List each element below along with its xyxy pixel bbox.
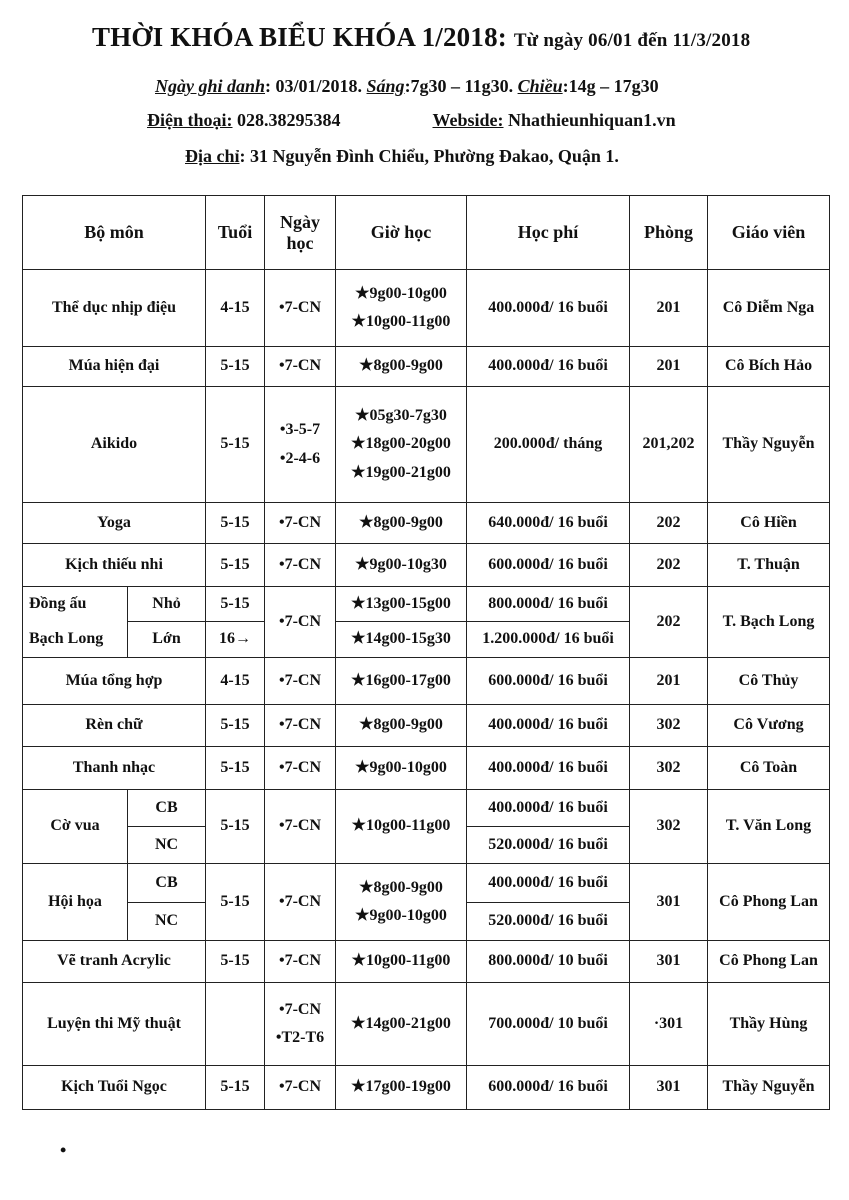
fee-cell: 400.000đ/ 16 buổi <box>467 347 630 387</box>
fee-cell: 520.000đ/ 16 buổi <box>467 827 630 864</box>
time-cell: ★8g00-9g00 ★9g00-10g00 <box>336 864 467 941</box>
age-cell: 5-15 <box>206 941 265 983</box>
subject-cell: Aikido <box>23 387 206 503</box>
subject-cell: Thanh nhạc <box>23 747 206 790</box>
day-cell: •7-CN •T2-T6 <box>265 983 336 1066</box>
fee-cell: 600.000đ/ 16 buổi <box>467 658 630 705</box>
table-row <box>23 941 830 983</box>
age-cell: 5-15 <box>206 587 265 622</box>
day-cell: •7-CN <box>265 941 336 983</box>
fee-cell: 400.000đ/ 16 buổi <box>467 705 630 747</box>
age-cell <box>206 983 265 1066</box>
room-cell: 302 <box>630 790 708 864</box>
teacher-cell: Cô Toàn <box>708 747 830 790</box>
teacher-cell: T. Bạch Long <box>708 587 830 658</box>
age-cell: 5-15 <box>206 864 265 941</box>
room-cell: 301 <box>630 1066 708 1110</box>
teacher-cell: Cô Diễm Nga <box>708 270 830 347</box>
day-cell: •7-CN <box>265 1066 336 1110</box>
subject-cell: Múa hiện đại <box>23 347 206 387</box>
table-row <box>23 864 830 903</box>
fee-cell: 1.200.000đ/ 16 buổi <box>467 622 630 658</box>
col-age: Tuổi <box>206 196 265 270</box>
teacher-cell: Thầy Nguyễn <box>708 1066 830 1110</box>
subject-cell: Rèn chữ <box>23 705 206 747</box>
room-cell: 202 <box>630 587 708 658</box>
level-cell: Nhỏ <box>128 587 206 622</box>
room-cell: 201 <box>630 347 708 387</box>
age-cell: 16→ <box>206 622 265 658</box>
age-cell: 5-15 <box>206 503 265 544</box>
fee-cell: 640.000đ/ 16 buổi <box>467 503 630 544</box>
day-cell: •3-5-7 •2-4-6 <box>265 387 336 503</box>
website-value: Nhathieunhiquan1.vn <box>508 110 676 130</box>
age-cell: 5-15 <box>206 387 265 503</box>
subject-cell: Múa tổng hợp <box>23 658 206 705</box>
col-fee: Học phí <box>467 196 630 270</box>
time-cell: ★9g00-10g00 ★10g00-11g00 <box>336 270 467 347</box>
day-cell: •7-CN <box>265 347 336 387</box>
table-row <box>23 658 830 705</box>
title-date-range: Từ ngày 06/01 đến 11/3/2018 <box>513 30 751 51</box>
room-cell: 302 <box>630 705 708 747</box>
fee-cell: 800.000đ/ 10 buổi <box>467 941 630 983</box>
fee-cell: 800.000đ/ 16 buổi <box>467 587 630 622</box>
subject-cell: Yoga <box>23 503 206 544</box>
fee-cell: 600.000đ/ 16 buổi <box>467 1066 630 1110</box>
col-day: Ngày học <box>265 196 336 270</box>
time-cell: ★16g00-17g00 <box>336 658 467 705</box>
day-cell: •7-CN <box>265 747 336 790</box>
day-cell: •7-CN <box>265 503 336 544</box>
time-cell: ★8g00-9g00 <box>336 705 467 747</box>
fee-cell: 200.000đ/ tháng <box>467 387 630 503</box>
address-label: Địa chỉ <box>185 146 240 166</box>
teacher-cell: Cô Bích Hảo <box>708 347 830 387</box>
age-cell: 4-15 <box>206 658 265 705</box>
room-cell: 301 <box>630 864 708 941</box>
table-row <box>23 747 830 790</box>
time-cell: ★10g00-11g00 <box>336 941 467 983</box>
table-row <box>23 1066 830 1110</box>
teacher-cell: Cô Hiền <box>708 503 830 544</box>
subject-cell: Bạch Long <box>23 622 128 658</box>
col-room: Phòng <box>630 196 708 270</box>
teacher-cell: Cô Phong Lan <box>708 864 830 941</box>
time-cell: ★8g00-9g00 <box>336 347 467 387</box>
time-cell: ★8g00-9g00 <box>336 503 467 544</box>
age-cell: 5-15 <box>206 705 265 747</box>
day-cell: •7-CN <box>265 587 336 658</box>
teacher-cell: Cô Thủy <box>708 658 830 705</box>
room-cell: 202 <box>630 544 708 587</box>
time-cell: ★13g00-15g00 <box>336 587 467 622</box>
day-cell: •7-CN <box>265 705 336 747</box>
fee-cell: 700.000đ/ 10 buổi <box>467 983 630 1066</box>
level-cell: NC <box>128 827 206 864</box>
age-cell: 5-15 <box>206 747 265 790</box>
time-cell: ★17g00-19g00 <box>336 1066 467 1110</box>
col-subject: Bộ môn <box>23 196 206 270</box>
table-row <box>23 503 830 544</box>
website-label: Webside: <box>432 110 504 130</box>
morning-label: Sáng <box>366 76 405 96</box>
room-cell: 201 <box>630 658 708 705</box>
level-cell: CB <box>128 790 206 827</box>
schedule-table <box>22 195 830 1110</box>
age-cell: 4-15 <box>206 270 265 347</box>
table-row <box>23 705 830 747</box>
table-row <box>23 270 830 347</box>
time-cell: ★9g00-10g30 <box>336 544 467 587</box>
teacher-cell: Cô Vương <box>708 705 830 747</box>
level-cell: Lớn <box>128 622 206 658</box>
header-row <box>23 196 830 270</box>
teacher-cell: Cô Phong Lan <box>708 941 830 983</box>
registration-line <box>155 76 849 97</box>
address-value: : 31 Nguyễn Đình Chiểu, Phường Đakao, Quận 1. <box>239 146 619 166</box>
subject-cell: Kịch thiếu nhi <box>23 544 206 587</box>
day-cell: •7-CN <box>265 790 336 864</box>
level-cell: CB <box>128 864 206 903</box>
room-cell: 201 <box>630 270 708 347</box>
registration-label: Ngày ghi danh <box>155 76 266 96</box>
table-row <box>23 790 830 827</box>
subject-cell: Kịch Tuổi Ngọc <box>23 1066 206 1110</box>
time-cell: ★9g00-10g00 <box>336 747 467 790</box>
table-row <box>23 544 830 587</box>
col-teacher: Giáo viên <box>708 196 830 270</box>
time-cell: ★14g00-21g00 <box>336 983 467 1066</box>
afternoon-label: Chiều <box>517 76 563 96</box>
morning-value: :7g30 – 11g30. <box>404 76 514 96</box>
age-cell: 5-15 <box>206 544 265 587</box>
fee-cell: 400.000đ/ 16 buổi <box>467 864 630 903</box>
teacher-cell: T. Thuận <box>708 544 830 587</box>
fee-cell: 400.000đ/ 16 buổi <box>467 747 630 790</box>
fee-cell: 400.000đ/ 16 buổi <box>467 270 630 347</box>
age-cell: 5-15 <box>206 1066 265 1110</box>
table-row <box>23 347 830 387</box>
room-cell: 201,202 <box>630 387 708 503</box>
subject-cell: Cờ vua <box>23 790 128 864</box>
phone-value: 028.38295384 <box>237 110 341 130</box>
contact-line <box>147 110 849 131</box>
fee-cell: 400.000đ/ 16 buổi <box>467 790 630 827</box>
age-cell: 5-15 <box>206 347 265 387</box>
time-cell: ★05g30-7g30 ★18g00-20g00 ★19g00-21g00 <box>336 387 467 503</box>
registration-value: : 03/01/2018. <box>265 76 363 96</box>
subject-cell: Luyện thi Mỹ thuật <box>23 983 206 1066</box>
age-cell: 5-15 <box>206 790 265 864</box>
col-time: Giờ học <box>336 196 467 270</box>
teacher-cell: Thầy Hùng <box>708 983 830 1066</box>
table-row <box>23 983 830 1066</box>
level-cell: NC <box>128 903 206 941</box>
room-cell: 302 <box>630 747 708 790</box>
day-cell: •7-CN <box>265 658 336 705</box>
subject-cell: Vẽ tranh Acrylic <box>23 941 206 983</box>
teacher-cell: Thầy Nguyễn <box>708 387 830 503</box>
table-row <box>23 587 830 622</box>
day-cell: •7-CN <box>265 544 336 587</box>
table-row <box>23 387 830 503</box>
day-cell: •7-CN <box>265 864 336 941</box>
title-main: THỜI KHÓA BIỂU KHÓA 1/2018: <box>92 22 507 52</box>
document-title <box>92 22 849 53</box>
room-cell: 301 <box>630 941 708 983</box>
subject-cell: Hội họa <box>23 864 128 941</box>
subject-cell: Thể dục nhịp điệu <box>23 270 206 347</box>
fee-cell: 600.000đ/ 16 buổi <box>467 544 630 587</box>
day-cell: •7-CN <box>265 270 336 347</box>
afternoon-value: :14g – 17g30 <box>562 76 659 96</box>
address-line <box>185 146 849 167</box>
time-cell: ★14g00-15g30 <box>336 622 467 658</box>
phone-label: Điện thoại: <box>147 110 233 130</box>
footer-mark: • <box>60 1140 67 1160</box>
subject-cell: Đồng ấu <box>23 587 128 622</box>
fee-cell: 520.000đ/ 16 buổi <box>467 903 630 941</box>
time-cell: ★10g00-11g00 <box>336 790 467 864</box>
room-cell: ·301 <box>630 983 708 1066</box>
room-cell: 202 <box>630 503 708 544</box>
teacher-cell: T. Văn Long <box>708 790 830 864</box>
